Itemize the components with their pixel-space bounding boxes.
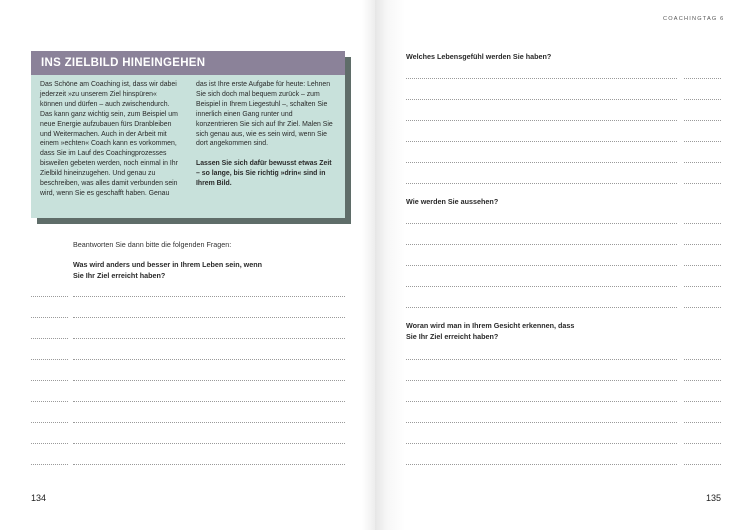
answer-line-segment [73,296,345,297]
answer-line-segment [406,99,677,100]
answer-line-segment [31,317,68,318]
answer-line-segment [406,183,677,184]
answer-line-segment [684,422,721,423]
answer-line-segment [684,244,721,245]
answer-line-segment [73,359,345,360]
answer-line-segment [406,120,677,121]
answer-line-segment [684,141,721,142]
answer-line-segment [684,464,721,465]
answer-line-segment [31,401,68,402]
answer-line-segment [684,443,721,444]
question-1: Welches Lebensgefühl werden Sie haben? [406,52,552,61]
answer-line-segment [684,401,721,402]
instruction-text: Beantworten Sie dann bitte die folgenden Fragen: [73,240,232,249]
answer-line-segment [31,422,68,423]
answer-line-segment [406,244,677,245]
answer-line-segment [406,141,677,142]
answer-line-segment [31,338,68,339]
answer-line-segment [31,359,68,360]
answer-line-segment [684,265,721,266]
answer-line-segment [406,286,677,287]
answer-line-segment [31,380,68,381]
answer-line-segment [684,307,721,308]
answer-line-segment [406,162,677,163]
page-number-right: 135 [706,493,722,503]
info-box-title: INS ZIELBILD HINEINGEHEN [31,51,345,75]
answer-line-segment [406,464,677,465]
answer-line-segment [31,296,68,297]
answer-line-segment [684,380,721,381]
answer-line-segment [406,359,677,360]
answer-line-segment [684,223,721,224]
answer-line-segment [73,422,345,423]
question-left: Was wird anders und besser in Ihrem Leben sein, wenn Sie Ihr Ziel erreicht haben? [73,260,263,280]
info-box-column-2 [196,80,336,209]
answer-line-segment [406,422,677,423]
answer-line-segment [406,380,677,381]
answer-line-segment [73,380,345,381]
answer-line-segment [684,78,721,79]
answer-line-segment [73,338,345,339]
answer-line-segment [73,443,345,444]
answer-line-segment [31,464,68,465]
answer-line-segment [684,120,721,121]
info-box-paragraph: Das Schöne am Coaching ist, dass wir dabei jederzeit »zu unserem Ziel hinspüren« können und dürfen – auch zwischendurch. Das kann ganz wichtig sein, zum Beispiel um neue Energie aufzubauen fürs Dranbleiben und Weitermachen. Auch in der Arbeit mit einem »echten« Coach kann es vorkommen, dass Sie im Lauf des Coachingprozesses bisweilen gebeten werden, noch einmal in Ihr Zielbild hineinzugehen. Und genau zu beschreiben, was alles damit verbunden sein wird, wenn Sie es geschafft haben. Genau [40,81,178,197]
page-number-left: 134 [31,493,47,503]
answer-line-segment [406,223,677,224]
question-3: Woran wird man in Ihrem Gesicht erkennen, dass Sie Ihr Ziel erreicht haben? [406,321,575,341]
answer-line-segment [684,162,721,163]
answer-line-segment [684,99,721,100]
info-box-emphasis: Lassen Sie sich dafür bewusst etwas Zeit – so lange, bis Sie richtig »drin« sind in Ihrem Bild. [196,160,332,188]
running-head: COACHINGTAG 6 [663,16,725,22]
question-2: Wie werden Sie aussehen? [406,197,499,206]
info-box-paragraph: das ist Ihre erste Aufgabe für heute: Lehnen Sie sich doch mal bequem zurück – zum Beispiel in Ihrem Liegestuhl –, schalten Sie innerlich einen Gang runter und konzentrieren Sie sich auf Ihr Ziel. Malen Sie sich genau aus, wie es sein wird, wenn Sie dort angekommen sind. [196,81,333,148]
answer-line-segment [684,183,721,184]
info-box-columns [40,80,336,209]
answer-line-segment [406,78,677,79]
answer-line-segment [406,265,677,266]
answer-line-segment [31,443,68,444]
answer-line-segment [406,401,677,402]
answer-line-segment [684,359,721,360]
answer-line-segment [73,401,345,402]
info-box-column-1 [40,80,180,209]
answer-line-segment [406,443,677,444]
gutter-shadow [362,0,375,530]
info-box [31,51,345,218]
answer-line-segment [684,286,721,287]
answer-line-segment [73,464,345,465]
answer-line-segment [73,317,345,318]
answer-line-segment [406,307,677,308]
